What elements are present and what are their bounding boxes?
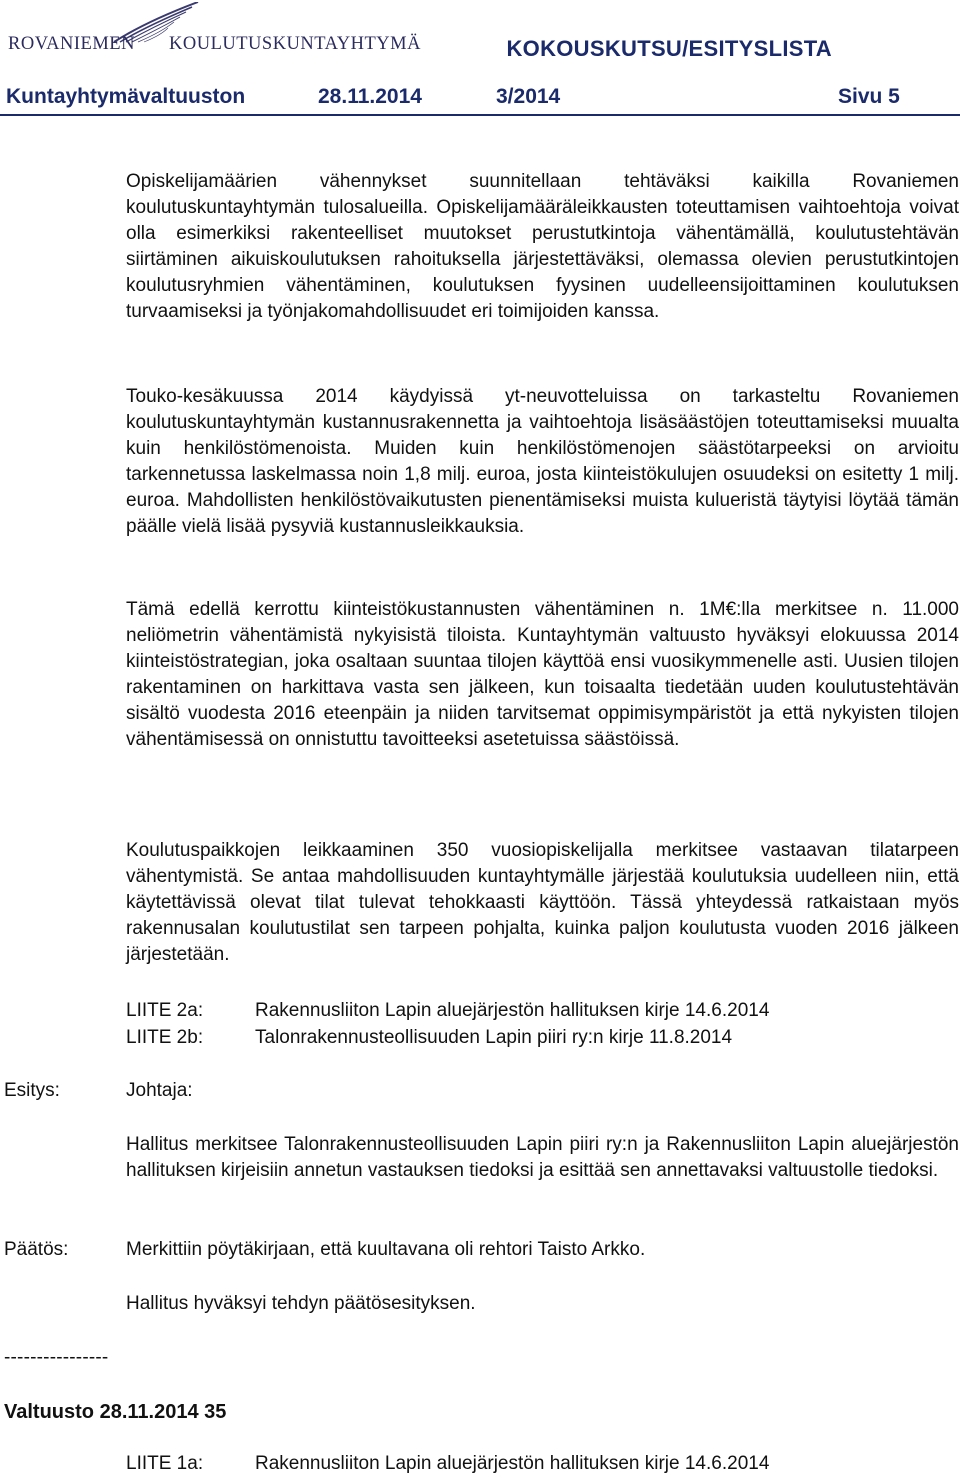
meeting-reference: Valtuusto 28.11.2014 35 xyxy=(4,1401,227,1423)
proposal-presenter: Johtaja: xyxy=(126,1080,193,1101)
body-paragraph-2: Touko-kesäkuussa 2014 käydyissä yt-neuvotteluissa on tarkasteltu Rovaniemen koulutuskuntayhtymän kustannusrakennetta ja vaihtoehtoja lisäsäästöjen toteuttamiseksi muualta kuin henkilöstömenoista. Muiden kuin henkilöstömenojen säästötarpeeksi on arvioitu tarkennetussa laskelmassa noin 1,8 milj. euroa, josta kiinteistökulujen osuudeksi on esitetty 1 milj. euroa. Mahdollisten henkilöstövaikutusten pienentämiseksi muista kulueristä täytyisi löytää tämän päälle vielä lisää pysyviä kustannusleikkauksia. xyxy=(126,386,959,538)
attachment-title: Talonrakennusteollisuuden Lapin piiri ry:n kirje 11.8.2014 xyxy=(255,1027,733,1048)
body-paragraph-1: Opiskelijamäärien vähennykset suunnitellaan tehtäväksi kaikilla Rovaniemen koulutuskuntayhtymän tulosalueilla. Opiskelijamääräleikkausten toteuttamisen vaihtoehtoja voivat olla esimerkiksi rakenteelliset muutokset perustutkintoja vähentämällä, koulutustehtävän siirtäminen aikuiskoulutuksen rahoituksella järjestettäväksi, olemassa olevien perustutkintojen koulutusryhmien vähentäminen, koulutuksen fyysinen uudelleensijoittaminen koulutuksen turvaamiseksi ja työnjakomahdollisuudet eri toimijoiden kanssa. xyxy=(126,171,959,323)
proposal-label: Esitys: xyxy=(4,1080,60,1101)
decision-text-1: Merkittiin pöytäkirjaan, että kuultavana oli rehtori Taisto Arkko. xyxy=(126,1239,646,1260)
attachment-label: LIITE 2a: xyxy=(126,1000,204,1021)
header-date: 28.11.2014 xyxy=(318,85,422,108)
body-paragraph-3: Tämä edellä kerrottu kiinteistökustannusten vähentäminen n. 1M€:lla merkitsee n. 11.000 neliömetrin vähentämistä nykyisistä tiloista. Kuntayhtymän valtuusto hyväksyi elokuussa 2014 kiinteistöstrategian, joka osaltaan suuntaa tilojen käyttöä ensi vuosikymmenelle asti. Uusien tilojen rakentaminen on harkittava vasta sen jälkeen, kun toisaalta tiedetään uuden koulutustehtävän sisältö vuodesta 2016 eteenpäin ja niiden tarvitsemat oppimisympäristöt ja että nykyisten tilojen vähentämisessä on onnistuttu tavoitteeksi asetetuissa säästöissä. xyxy=(126,599,959,751)
document-type: KOKOUSKUTSU/ESITYSLISTA xyxy=(506,36,832,61)
body-paragraph-4: Koulutuspaikkojen leikkaaminen 350 vuosiopiskelijalla merkitsee vastaavan tilatarpeen vähentymistä. Se antaa mahdollisuuden kuntayhtymälle järjestää koulutuksia uudelleen niin, että käytettävissä olevat tilat tulevat tehokkaasti käyttöön. Tässä yhteydessä ratkaistaan myös rakennusalan koulutustilat sen tarpeen pohjalta, kuinka paljon koulutusta vuoden 2016 jälkeen järjestetään. xyxy=(126,840,959,966)
logo-text-koulutuskuntayhtyma: KOULUTUSKUNTAYHTYMÄ xyxy=(169,34,421,54)
bottom-attachment-label: LIITE 1a: xyxy=(126,1453,204,1474)
section-separator: ---------------- xyxy=(4,1347,109,1368)
proposal-text: Hallitus merkitsee Talonrakennusteollisuuden Lapin piiri ry:n ja Rakennusliiton Lapin aluejärjestön hallituksen kirjeisiin annetun vastauksen tiedoksi ja esittää sen annettavaksi valtuustolle tiedoksi. xyxy=(126,1134,959,1182)
decision-text-2: Hallitus hyväksyi tehdyn päätösesityksen. xyxy=(126,1293,476,1314)
logo-text-rovaniemen: ROVANIEMEN xyxy=(8,34,135,54)
decision-label: Päätös: xyxy=(4,1239,69,1260)
attachment-title: Rakennusliiton Lapin aluejärjestön hallituksen kirje 14.6.2014 xyxy=(255,1000,770,1021)
attachment-label: LIITE 2b: xyxy=(126,1027,204,1048)
header-divider xyxy=(0,114,960,116)
bottom-attachment-title: Rakennusliiton Lapin aluejärjestön hallituksen kirje 14.6.2014 xyxy=(255,1453,770,1474)
header-organization: Kuntayhtymävaltuuston xyxy=(6,85,246,108)
organization-logo xyxy=(6,2,421,72)
header-meeting-number: 3/2014 xyxy=(496,85,561,108)
header-page-number: Sivu 5 xyxy=(838,85,900,108)
